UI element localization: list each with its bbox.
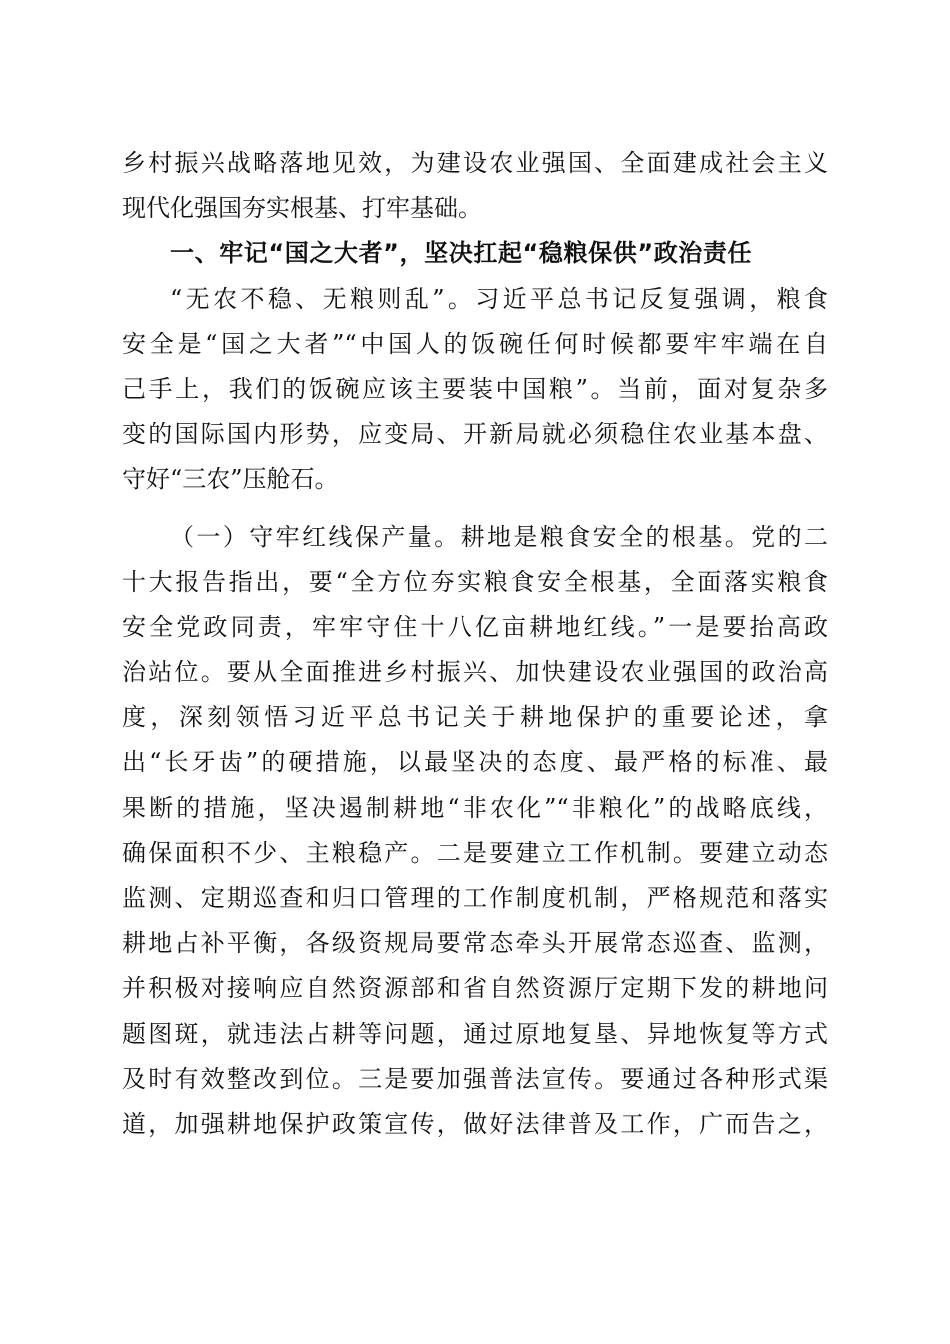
text-line: 出“长牙齿”的硬措施，以最坚决的态度、最严格的标准、最	[122, 748, 828, 777]
text-line: 并积极对接响应自然资源部和省自然资源厅定期下发的耕地问	[122, 974, 828, 1003]
text-line: 监测、定期巡查和归口管理的工作制度机制，严格规范和落实	[122, 884, 828, 912]
text-line: 安全党政同责，牢牢守住十八亿亩耕地红线。”一是要抬高政	[122, 612, 828, 641]
text-line: 确保面积不少、主粮稳产。二是要建立工作机制。要建立动态	[122, 838, 828, 867]
text-line: 治站位。要从全面推进乡村振兴、加快建设农业强国的政治高	[122, 658, 828, 687]
text-line: 道，加强耕地保护政策宣传，做好法律普及工作，广而告之，	[122, 1109, 828, 1138]
text-line: 现代化强国夯实根基、打牢基础。	[122, 194, 482, 223]
text-line: 变的国际国内形势，应变局、开新局就必须稳住农业基本盘、	[122, 420, 828, 449]
text-line: 及时有效整改到位。三是要加强普法宣传。要通过各种形式渠	[122, 1064, 828, 1093]
paragraph-farmland-protection	[122, 515, 828, 1148]
text-line: 果断的措施，坚决遏制耕地“非农化”“非粮化”的战略底线，	[122, 793, 828, 822]
intro-paragraph	[122, 141, 828, 231]
document-body	[122, 141, 828, 1147]
section-heading: 一、牢记“国之大者”，坚决扛起“稳粮保供”政治责任	[170, 239, 753, 268]
paragraph-food-security	[122, 277, 828, 503]
paragraph-spacer	[122, 503, 828, 515]
text-line: 己手上，我们的饭碗应该主要装中国粮”。当前，面对复杂多	[122, 374, 828, 403]
text-line: “无农不稳、无粮则乱”。习近平总书记反复强调，粮食	[170, 284, 828, 313]
text-line: 题图斑，就违法占耕等问题，通过原地复垦、异地恢复等方式	[122, 1019, 828, 1048]
text-line: （一）守牢红线保产量。耕地是粮食安全的根基。党的二	[170, 522, 828, 551]
text-line: 十大报告指出，要“全方位夯实粮食安全根基，全面落实粮食	[122, 567, 828, 596]
text-line: 耕地占补平衡，各级资规局要常态牵头开展常态巡查、监测，	[122, 929, 828, 958]
text-line: 安全是“国之大者”“中国人的饭碗任何时候都要牢牢端在自	[122, 329, 828, 358]
text-line: 乡村振兴战略落地见效，为建设农业强国、全面建成社会主义	[122, 149, 828, 177]
text-line: 守好“三农”压舱石。	[122, 465, 339, 494]
text-line: 度，深刻领悟习近平总书记关于耕地保护的重要论述，拿	[122, 703, 828, 732]
